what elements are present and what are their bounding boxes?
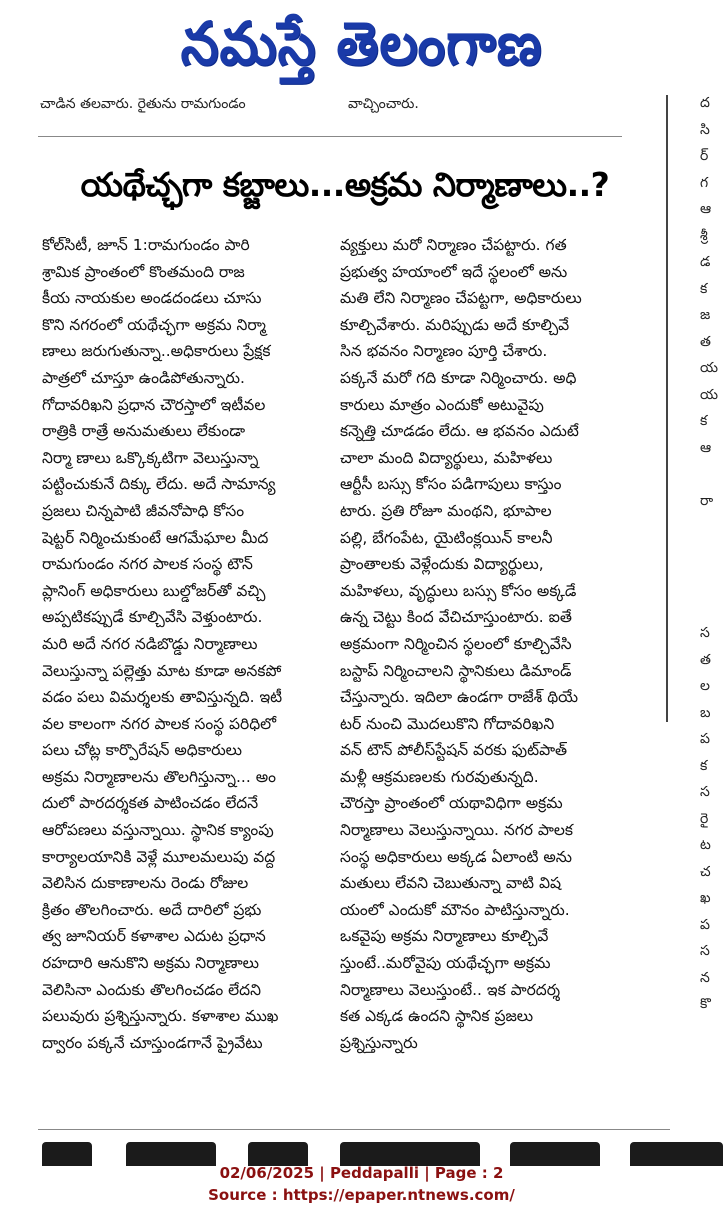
fragment-line: రా [700,492,714,509]
fragment-line: క [700,280,708,297]
fragment-line: ఖ [700,890,711,906]
article-line: మళ్లీ ఆక్రమణలకు గురవుతున్నది. [340,767,539,786]
fragment-line [700,567,723,594]
article-line: కత ఎక్కడ ఉందని స్థానిక ప్రజలు [340,1007,534,1026]
fragment-line: ల [700,678,710,694]
article-line: శ్రామిక ప్రాంతంలో కొంతమంది రాజ [42,262,245,281]
article-column-right [340,232,625,1056]
article-line: ద్వారం పక్కనే చూస్తుండగానే ప్రైవేటు [42,1033,263,1052]
fragment-line: జ [700,307,711,323]
fragment-line: శ్రీ [700,227,708,244]
article-line: రాత్రికి రాత్రే అనుమతులు లేకుండా [42,422,246,441]
article-line: పక్కనే మరో గది కూడా నిర్మించారు. అధి [340,368,577,387]
fragment-line: య [700,360,719,376]
article-line: కీయ నాయకుల అండదండలు చూసు [42,289,262,308]
article-line: కార్యాలయానికి వెళ్లే మూలమలుపు వద్ద [42,847,276,866]
article-line: వన్ టౌన్ పోలీస్‌స్టేషన్ వరకు ఫుట్‌పాత్ [340,741,568,760]
article-line: పట్టించుకునే దిక్కు లేదు. అదే సామాన్య [42,475,276,494]
fragment-line: కొ [700,996,711,1012]
newspaper-logo: నమస్తే తెలంగాణ [180,8,543,79]
fragment-line: య [700,386,719,403]
article-line: రహదారి ఆనుకొని అక్రమ నిర్మాణాలు [42,954,260,973]
article-line: త్వ జూనియర్ కళాశాల ఎదుట ప్రధాన [42,927,266,946]
fragment-line: ఆ [700,201,712,217]
article-line: టారు. ప్రతి రోజూ మంథని, భూపాల [340,501,552,520]
article-line: గోదావరిఖని ప్రధాన చౌరస్తాలో ఇటీవల [42,395,266,414]
fragment-line [700,514,723,541]
masthead [0,0,723,88]
fragment-line [700,461,723,488]
fragment-line: డ [700,254,711,270]
page-footer [0,1162,723,1206]
fragment-line: గ [700,174,709,191]
article-column-left [42,232,327,1056]
article-line: యంలో ఎందుకో మౌనం పాటిస్తున్నారు. [340,900,570,919]
bottom-divider [38,1129,670,1130]
article-line: అప్పటికప్పుడే కూల్చివేసి వెళ్తుంటారు. [42,608,263,627]
article-line: పాత్రలో చూస్తూ ఉండిపోతున్నారు. [42,368,245,387]
article-line: టర్ నుంచి మొదలుకొని గోదావరిఖని [340,714,555,733]
article-line: ప్రజలు చిన్నపాటి జీవనోపాధి కోసం [42,501,245,520]
article-line: పలువురు ప్రశ్నిస్తున్నారు. కళాశాల ముఖ [42,1007,279,1026]
fragment-line: ట [700,837,711,853]
article-line: ప్రాంతాలకు వెళ్లేందుకు విద్యార్థులు, [340,555,544,574]
fragment-line: స [700,784,710,800]
article-line: బస్టాప్ నిర్మించాలని స్థానికులు డిమాండ్ [340,661,572,680]
top-divider [38,136,622,137]
article-line: మతి లేని నిర్మాణం చేపట్టగా, అధికారులు [340,289,582,308]
fragment-line: స [700,943,710,959]
article-line: నిర్మాణాలు వెలుస్తుంటే.. ఇక పారదర్శ [340,980,561,999]
article-line: మరి అదే నగర నడిబొడ్డు నిర్మాణాలు [42,634,258,653]
article-line: ఒకవైపు అక్రమ నిర్మాణాలు కూల్చివే [340,927,549,946]
article-line: కొని నగరంలో యథేచ్ఛగా అక్రమ నిర్మా [42,315,266,334]
article-line: వెలుస్తున్నా పల్లెత్తు మాట కూడా అనకపో [42,661,282,680]
footer-source-link[interactable]: Source : https://epaper.ntnews.com/ [208,1186,515,1204]
adjacent-article-fragments [700,90,723,1018]
article-line: మహిళలు, వృద్ధులు బస్సు కోసం అక్కడే [340,581,577,600]
article-line: చాలా మంది విద్యార్థులు, మహిళలు [340,448,553,467]
article-line: స్తుంటే..మరోవైపు యథేచ్ఛగా అక్రమ [340,954,551,973]
article-line: ణాలు జరుగుతున్నా..అధికారులు ప్రేక్షక [42,342,271,361]
article-line: వెలిసిన దుకాణాలను రెండు రోజుల [42,874,249,893]
article-line: క్రితం తొలగించారు. అదే దారిలో ప్రభు [42,900,262,919]
article-line: వెలిసినా ఎందుకు తొలగించడం లేదని [42,980,261,999]
fragment-line: బ [700,704,711,721]
fragment-line: త [700,651,711,668]
fragment-line: త [700,333,711,350]
article-line: పల్లి, బేగంపేట, యైటింక్లయిన్ కాలనీ [340,528,553,547]
article-line: ఆర్టీసీ బస్సు కోసం పడిగాపులు కాస్తుం [340,475,562,494]
article-headline: యథేచ్ఛగా కబ్జాలు...అక్రమ నిర్మాణాలు..? [80,165,610,204]
fragment-line: ర్ [700,148,709,164]
column-divider [666,95,668,722]
article-line: ప్రశ్నిస్తున్నారు [340,1033,418,1052]
article-line: వ్యక్తులు మరో నిర్మాణం చేపట్టారు. గత [340,236,567,254]
article-line: సిన భవనం నిర్మాణం పూర్తి చేశారు. [340,342,548,361]
article-line: ప్లానింగ్ అధికారులు బుల్డోజర్‌తో వచ్చి [42,581,266,600]
article-line: షెట్టర్ నిర్మించుకుంటే ఆగమేఘాల మీద [42,528,269,547]
article-line: ఉన్న చెట్టు కింద వేచిచూస్తుంటారు. ఐతే [340,608,572,627]
article-line: నిర్మాణాలు వెలుస్తున్నాయి. నగర పాలక [340,821,573,840]
fragment-line: క [700,413,708,429]
fragment-line: ద [700,95,710,111]
article-line: రామగుండం నగర పాలక సంస్థ టౌన్ [42,555,253,574]
footer-date-page: 02/06/2025 | Peddapalli | Page : 2 [219,1164,504,1182]
article-line: కారులు మాత్రం ఎందుకో అటువైపు [340,395,544,414]
previous-article-snippet-left: చాడిన తలవారు. రైతును రామగుండం [40,96,246,112]
article-line: పలు చోట్ల కార్పొరేషన్ అధికారులు [42,741,243,760]
article-line: కూల్చివేశారు. మరిప్పుడు అదే కూల్చివే [340,315,570,334]
fragment-line: ప [700,731,710,747]
article-line: చౌరస్తా ప్రాంతంలో యథావిధిగా అక్రమ [340,794,563,813]
article-line: నిర్మా ణాలు ఒక్కొక్కటిగా వెలుస్తున్నా [42,448,259,467]
article-line: మతులు లేవని చెబుతున్నా వాటి విష [340,874,562,893]
fragment-line: ఆ [700,439,712,456]
article-line: చేస్తున్నారు. ఇదిలా ఉండగా రాజేశ్ థియే [340,688,579,707]
article-line: ఆరోపణలు వస్తున్నాయి. స్థానిక క్యాంపు [42,821,274,840]
fragment-line: న [700,969,710,986]
fragment-line: క [700,757,708,774]
article-line: దులో పారదర్శకత పాటించడం లేదనే [42,794,259,813]
fragment-line: ప [700,916,710,933]
article-line: వల కాలంగా నగర పాలక సంస్థ పరిధిలో [42,714,277,733]
article-line: కన్నెత్తి చూడడం లేదు. ఆ భవనం ఎదుటే [340,422,579,441]
article-line: కోల్‌సిటీ, జూన్ 1:రామగుండం పారి [42,236,250,254]
article-line: అక్రమ నిర్మాణాలను తొలగిస్తున్నా... అం [42,767,276,786]
article-line: సంస్థ అధికారులు అక్కడ ఏలాంటి అను [340,847,573,866]
fragment-line: చ [700,863,711,880]
fragment-line [700,594,723,621]
article-line: అక్రమంగా నిర్మించిన స్థలంలో కూల్చివేసి [340,634,572,653]
fragment-line [700,541,723,568]
article-line: ప్రభుత్వ హయాంలో ఇదే స్థలంలో అను [340,262,568,281]
article-line: వడం పలు విమర్శలకు తావిస్తున్నది. ఇటీ [42,688,283,707]
previous-article-snippet-right: వాచ్చించారు. [348,96,419,112]
fragment-line: సి [700,121,710,138]
fragment-line: స [700,625,710,641]
fragment-line: రై [700,810,709,827]
